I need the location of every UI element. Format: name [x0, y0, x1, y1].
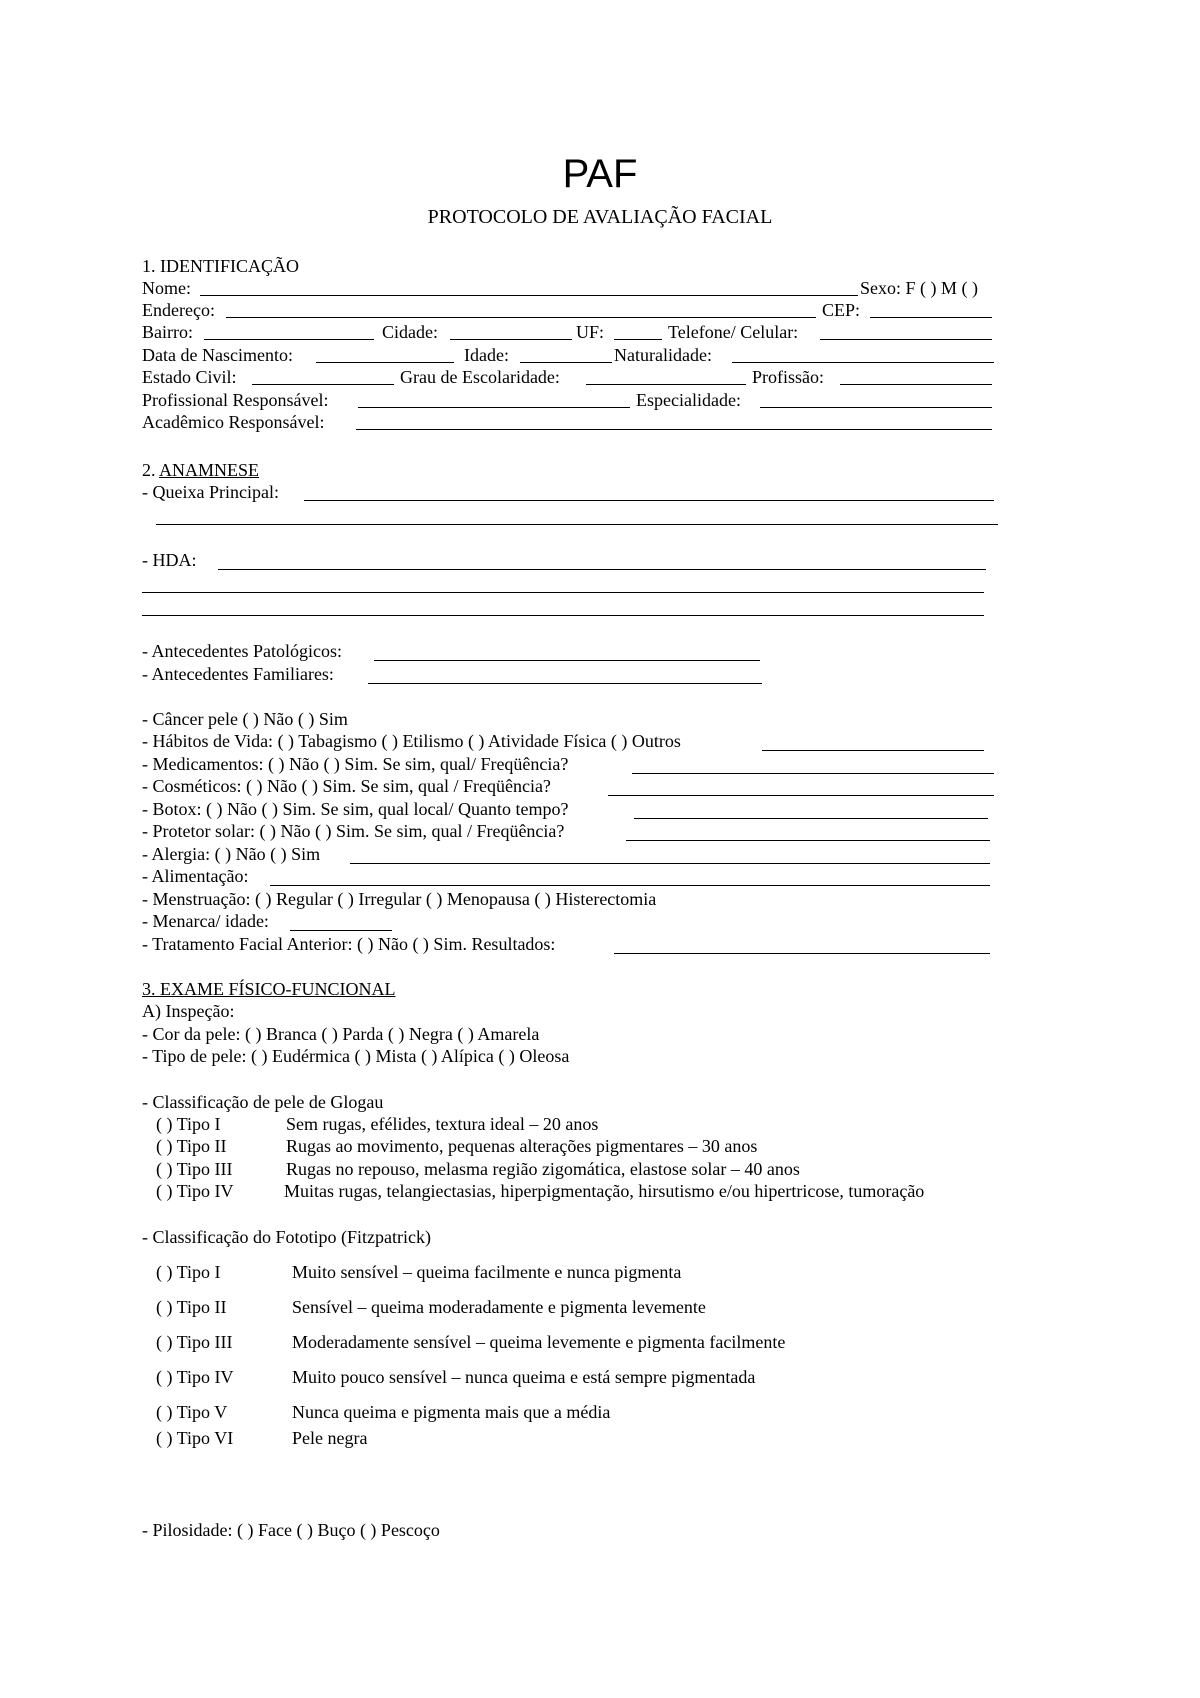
idade-field[interactable]: [520, 362, 612, 363]
fitzpatrick-desc: Muito pouco sensível – nunca queima e está sempre pigmentada: [292, 1367, 756, 1387]
nome-label: Nome:: [142, 278, 191, 298]
sexo-options[interactable]: Sexo: F ( ) M ( ): [860, 278, 978, 298]
inspecao-label: A) Inspeção:: [142, 1001, 235, 1021]
menstruacao-options[interactable]: - Menstruação: ( ) Regular ( ) Irregular ( ) Menopausa ( ) Histerectomia: [142, 889, 657, 909]
glogau-option[interactable]: ( ) Tipo I: [156, 1114, 221, 1134]
section-anamnese-number: 2.: [142, 460, 156, 480]
glogau-desc: Rugas ao movimento, pequenas alterações pigmentares – 30 anos: [286, 1136, 758, 1156]
estado-civil-field[interactable]: [252, 384, 394, 385]
endereco-label: Endereço:: [142, 300, 215, 320]
fitzpatrick-option[interactable]: ( ) Tipo II: [156, 1297, 227, 1317]
tratamento-field[interactable]: [614, 953, 990, 954]
medicamentos-field[interactable]: [632, 773, 994, 774]
cep-field[interactable]: [870, 317, 992, 318]
alimentacao-label: - Alimentação:: [142, 866, 249, 886]
botox-options[interactable]: - Botox: ( ) Não ( ) Sim. Se sim, qual local/ Quanto tempo?: [142, 799, 569, 819]
cosmeticos-options[interactable]: - Cosméticos: ( ) Não ( ) Sim. Se sim, qual / Freqüência?: [142, 776, 551, 796]
bairro-field[interactable]: [204, 339, 374, 340]
escolaridade-label: Grau de Escolaridade:: [400, 367, 560, 387]
queixa-label: - Queixa Principal:: [142, 482, 279, 502]
nascimento-label: Data de Nascimento:: [142, 345, 293, 365]
telefone-field[interactable]: [820, 339, 992, 340]
nascimento-field[interactable]: [316, 362, 454, 363]
glogau-desc: Sem rugas, efélides, textura ideal – 20 anos: [286, 1114, 599, 1134]
endereco-field[interactable]: [226, 317, 816, 318]
section-exame-heading: 3. EXAME FÍSICO-FUNCIONAL: [142, 979, 396, 999]
cidade-field[interactable]: [450, 339, 572, 340]
fitzpatrick-option[interactable]: ( ) Tipo I: [156, 1262, 221, 1282]
profissao-field[interactable]: [840, 384, 992, 385]
hda-field-line-2[interactable]: [142, 592, 984, 593]
glogau-option[interactable]: ( ) Tipo III: [156, 1159, 233, 1179]
fitzpatrick-desc: Nunca queima e pigmenta mais que a média: [292, 1402, 611, 1422]
protetor-field[interactable]: [626, 840, 990, 841]
especialidade-field[interactable]: [760, 407, 992, 408]
fitzpatrick-option[interactable]: ( ) Tipo III: [156, 1332, 233, 1352]
naturalidade-label: Naturalidade:: [614, 345, 712, 365]
fitzpatrick-title: - Classificação do Fototipo (Fitzpatrick): [142, 1227, 431, 1247]
pilosidade-options[interactable]: - Pilosidade: ( ) Face ( ) Buço ( ) Pescoço: [142, 1520, 440, 1540]
naturalidade-field[interactable]: [732, 362, 994, 363]
bairro-label: Bairro:: [142, 322, 193, 342]
cor-pele-options[interactable]: - Cor da pele: ( ) Branca ( ) Parda ( ) Negra ( ) Amarela: [142, 1024, 540, 1044]
page-subtitle: PROTOCOLO DE AVALIAÇÃO FACIAL: [427, 206, 773, 228]
antec-pat-label: - Antecedentes Patológicos:: [142, 641, 342, 661]
section-identificacao-heading: 1. IDENTIFICAÇÃO: [142, 256, 299, 276]
alergia-options[interactable]: - Alergia: ( ) Não ( ) Sim: [142, 844, 321, 864]
nome-field[interactable]: [200, 295, 858, 296]
glogau-option[interactable]: ( ) Tipo II: [156, 1136, 227, 1156]
fitzpatrick-desc: Muito sensível – queima facilmente e nunca pigmenta: [292, 1262, 682, 1282]
fitzpatrick-desc: Pele negra: [292, 1428, 368, 1448]
hda-field-line-3[interactable]: [142, 615, 984, 616]
menarca-field[interactable]: [290, 930, 392, 931]
antec-pat-field[interactable]: [374, 660, 760, 661]
fitzpatrick-option[interactable]: ( ) Tipo V: [156, 1402, 228, 1422]
idade-label: Idade:: [464, 345, 509, 365]
profissional-field[interactable]: [358, 407, 630, 408]
glogau-title: - Classificação de pele de Glogau: [142, 1092, 384, 1112]
fitzpatrick-option[interactable]: ( ) Tipo IV: [156, 1367, 234, 1387]
section-anamnese-title: ANAMNESE: [159, 460, 260, 480]
profissao-label: Profissão:: [752, 367, 824, 387]
estado-civil-label: Estado Civil:: [142, 367, 237, 387]
fitzpatrick-desc: Moderadamente sensível – queima levemente e pigmenta facilmente: [292, 1332, 786, 1352]
tratamento-options[interactable]: - Tratamento Facial Anterior: ( ) Não ( ) Sim. Resultados:: [142, 934, 556, 954]
cep-label: CEP:: [822, 300, 861, 320]
cosmeticos-field[interactable]: [608, 795, 994, 796]
habitos-outros-field[interactable]: [762, 750, 984, 751]
glogau-option[interactable]: ( ) Tipo IV: [156, 1181, 234, 1201]
protetor-options[interactable]: - Protetor solar: ( ) Não ( ) Sim. Se sim, qual / Freqüência?: [142, 821, 565, 841]
botox-field[interactable]: [634, 818, 988, 819]
queixa-field[interactable]: [304, 500, 994, 501]
section-anamnese-heading: [142, 460, 259, 480]
cidade-label: Cidade:: [382, 322, 438, 342]
fitzpatrick-option[interactable]: ( ) Tipo VI: [156, 1428, 234, 1448]
uf-label: UF:: [576, 322, 605, 342]
habitos-options[interactable]: - Hábitos de Vida: ( ) Tabagismo ( ) Etilismo ( ) Atividade Física ( ) Outros: [142, 731, 681, 751]
cancer-pele-options[interactable]: - Câncer pele ( ) Não ( ) Sim: [142, 709, 348, 729]
antec-fam-field[interactable]: [368, 683, 762, 684]
medicamentos-options[interactable]: - Medicamentos: ( ) Não ( ) Sim. Se sim, qual/ Freqüência?: [142, 754, 569, 774]
alergia-field[interactable]: [350, 863, 990, 864]
profissional-label: Profissional Responsável:: [142, 390, 329, 410]
academico-label: Acadêmico Responsável:: [142, 412, 325, 432]
escolaridade-field[interactable]: [586, 384, 746, 385]
academico-field[interactable]: [356, 429, 992, 430]
page-title: PAF: [562, 152, 638, 196]
menarca-label: - Menarca/ idade:: [142, 911, 269, 931]
telefone-label: Telefone/ Celular:: [668, 322, 799, 342]
tipo-pele-options[interactable]: - Tipo de pele: ( ) Eudérmica ( ) Mista ( ) Alípica ( ) Oleosa: [142, 1046, 570, 1066]
queixa-field-line-2[interactable]: [156, 524, 998, 525]
especialidade-label: Especialidade:: [636, 390, 741, 410]
fitzpatrick-desc: Sensível – queima moderadamente e pigmenta levemente: [292, 1297, 706, 1317]
uf-field[interactable]: [614, 339, 662, 340]
glogau-desc: Muitas rugas, telangiectasias, hiperpigmentação, hirsutismo e/ou hipertricose, tumoração: [284, 1181, 925, 1201]
hda-field[interactable]: [218, 569, 986, 570]
antec-fam-label: - Antecedentes Familiares:: [142, 664, 334, 684]
glogau-desc: Rugas no repouso, melasma região zigomática, elastose solar – 40 anos: [286, 1159, 800, 1179]
alimentacao-field[interactable]: [270, 885, 990, 886]
hda-label: - HDA:: [142, 550, 197, 570]
